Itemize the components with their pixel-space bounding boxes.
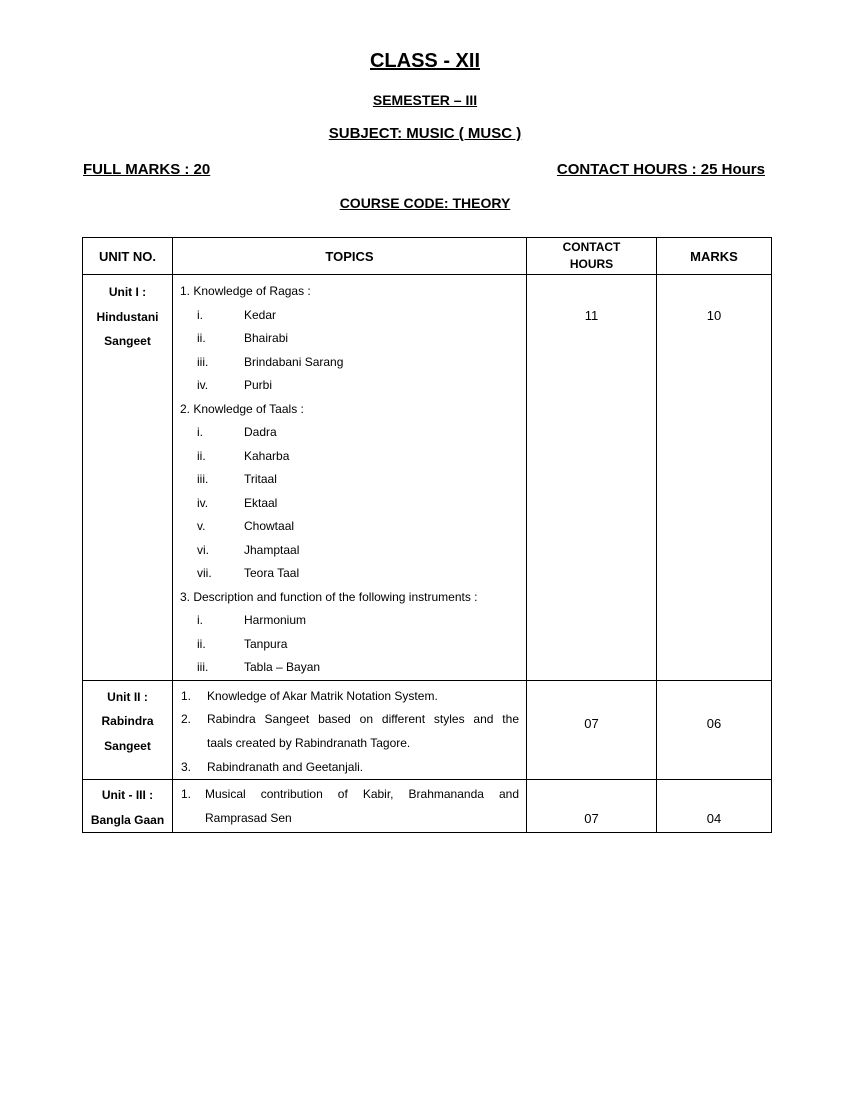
list-item xyxy=(173,562,526,586)
item-text: Knowledge of Akar Matrik Notation System. xyxy=(207,688,438,703)
item-number: 3. xyxy=(181,759,192,774)
item-text: Dadra xyxy=(244,425,277,439)
contact-hours-cell: 07 xyxy=(527,780,657,833)
column-header-contact-line1: CONTACT xyxy=(562,240,621,254)
list-item xyxy=(173,783,526,807)
item-text: Bhairabi xyxy=(244,331,289,345)
list-item xyxy=(173,656,526,680)
table-row xyxy=(83,680,772,780)
item-number: i. xyxy=(197,425,203,439)
unit-label: Bangla Gaan xyxy=(90,812,165,827)
item-number: v. xyxy=(197,519,206,533)
topic-heading: 2. Knowledge of Taals : xyxy=(180,401,304,416)
list-item xyxy=(173,539,526,563)
full-marks: FULL MARKS : 20 xyxy=(83,161,211,178)
topics-cell xyxy=(173,680,527,780)
list-item-continuation xyxy=(173,807,526,831)
unit-cell xyxy=(83,275,173,681)
item-number: vii. xyxy=(197,566,212,580)
column-header-topics: TOPICS xyxy=(173,238,527,275)
list-item xyxy=(173,374,526,398)
list-item xyxy=(173,445,526,469)
item-text: Rabindranath and Geetanjali. xyxy=(207,759,364,774)
item-text: Brindabani Sarang xyxy=(244,354,344,369)
item-text: Kaharba xyxy=(244,448,290,463)
column-header-marks: MARKS xyxy=(657,238,772,275)
table-row xyxy=(83,275,772,681)
item-number: iii. xyxy=(197,660,209,674)
item-number: ii. xyxy=(197,448,206,463)
table-row xyxy=(83,780,772,833)
marks-cell: 04 xyxy=(657,780,772,833)
unit-label: Sangeet xyxy=(104,738,151,753)
item-text: Rabindra Sangeet based on different styles and the xyxy=(207,712,519,727)
item-text: taals created by Rabindranath Tagore. xyxy=(207,735,411,750)
item-number: 1. xyxy=(181,688,192,703)
item-number: vi. xyxy=(197,542,209,557)
column-header-unit: UNIT NO. xyxy=(83,238,173,275)
item-text: Ektaal xyxy=(244,495,278,510)
list-item xyxy=(173,327,526,351)
item-text: Kedar xyxy=(244,307,277,322)
marks-cell: 10 xyxy=(657,275,772,681)
item-number: ii. xyxy=(197,331,206,345)
item-text: Chowtaal xyxy=(244,519,295,533)
item-text: Teora Taal xyxy=(244,566,300,580)
table-header-row xyxy=(83,238,772,275)
list-item-continuation xyxy=(173,732,526,756)
list-item xyxy=(173,492,526,516)
subject-title: SUBJECT: MUSIC ( MUSC ) xyxy=(328,125,522,142)
unit-label: Unit I : xyxy=(108,285,147,299)
course-code: COURSE CODE: THEORY xyxy=(339,195,511,211)
column-header-contact-line2: HOURS xyxy=(569,257,614,271)
unit-cell xyxy=(83,680,173,780)
unit-label: Unit - III : xyxy=(101,788,154,803)
item-number: i. xyxy=(197,307,203,322)
contact-hours-cell: 11 xyxy=(527,275,657,681)
item-number: 2. xyxy=(181,712,192,727)
item-text: Ramprasad Sen xyxy=(205,810,292,825)
class-title: CLASS - XII xyxy=(369,50,480,72)
syllabus-table xyxy=(82,237,772,833)
item-text: Purbi xyxy=(244,378,273,392)
list-item xyxy=(173,351,526,375)
item-text: Musical contribution of Kabir, Brahmananda and xyxy=(205,787,519,802)
list-item xyxy=(173,609,526,633)
item-text: Tabla – Bayan xyxy=(244,660,321,674)
contact-hours-cell: 07 xyxy=(527,680,657,780)
list-item xyxy=(173,633,526,657)
list-item xyxy=(173,708,526,732)
list-item xyxy=(173,468,526,492)
list-item xyxy=(173,685,526,709)
item-number: iv. xyxy=(197,378,209,392)
item-text: Jhamptaal xyxy=(244,542,300,557)
unit-label: Unit II : xyxy=(107,689,148,704)
unit-cell xyxy=(83,780,173,833)
item-number: 1. xyxy=(181,787,192,802)
topics-cell xyxy=(173,275,527,681)
topics-cell xyxy=(173,780,527,833)
item-number: i. xyxy=(197,613,203,627)
item-number: iii. xyxy=(197,472,209,486)
topic-heading: 1. Knowledge of Ragas : xyxy=(180,284,311,298)
contact-hours: CONTACT HOURS : 25 Hours xyxy=(556,161,765,178)
semester-title: SEMESTER – III xyxy=(372,92,478,108)
item-number: iv. xyxy=(197,495,209,510)
item-number: ii. xyxy=(197,636,206,651)
unit-label: Hindustani xyxy=(96,309,159,324)
item-text: Harmonium xyxy=(244,613,307,627)
list-item xyxy=(173,756,526,780)
list-item xyxy=(173,304,526,328)
item-text: Tanpura xyxy=(244,636,288,651)
list-item xyxy=(173,515,526,539)
item-text: Tritaal xyxy=(244,472,277,486)
unit-label: Rabindra xyxy=(101,714,154,728)
column-header-contact-hours xyxy=(527,238,657,275)
marks-cell: 06 xyxy=(657,680,772,780)
unit-label: Sangeet xyxy=(104,334,151,348)
item-number: iii. xyxy=(197,354,209,369)
topic-heading: 3. Description and function of the following instruments : xyxy=(180,589,478,604)
list-item xyxy=(173,421,526,445)
